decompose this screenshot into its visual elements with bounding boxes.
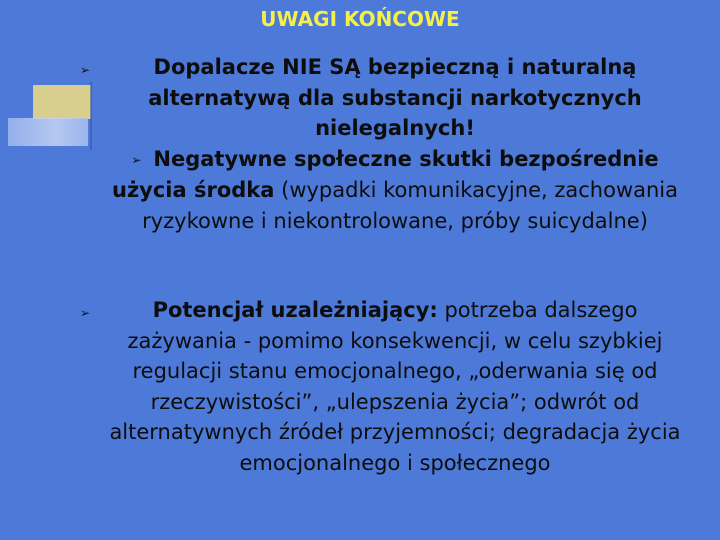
sub-point <box>112 147 678 233</box>
slide-title: UWAGI KOŃCOWE <box>260 7 460 31</box>
decorative-strip <box>8 118 88 146</box>
point-2-lead: Potencjał uzależniający: <box>152 298 438 322</box>
sub-point-lead: Negatywne społeczne skutki bezpośrednie użycia środka <box>112 146 659 202</box>
sub-point-rest: (wypadki komunikacyjne, zachowania ryzykowne i niekontrolowane, próby suicydalne) <box>142 178 678 233</box>
bullet-point-1 <box>100 52 690 236</box>
decorative-square <box>33 85 91 119</box>
point-1-text: Dopalacze NIE SĄ bezpieczną i naturalną alternatywą dla substancji narkotycznych nielegalnych! <box>148 55 642 140</box>
decorative-line <box>90 82 92 150</box>
arrow-bullet-icon: ➢ <box>80 306 91 320</box>
arrow-bullet-icon: ➢ <box>131 152 142 167</box>
point-2-rest: potrzeba dalszego zażywania - pomimo konsekwencji, w celu szybkiej regulacji stanu emocjonalnego, „oderwania się od rzeczywistości”, „ulepszenia życia”; odwrót od alternatywnych źródeł przyjemności; degradacja życia emocjonalnego i społecznego <box>109 298 681 475</box>
arrow-bullet-icon: ➢ <box>80 63 91 77</box>
bullet-point-2 <box>100 295 690 478</box>
